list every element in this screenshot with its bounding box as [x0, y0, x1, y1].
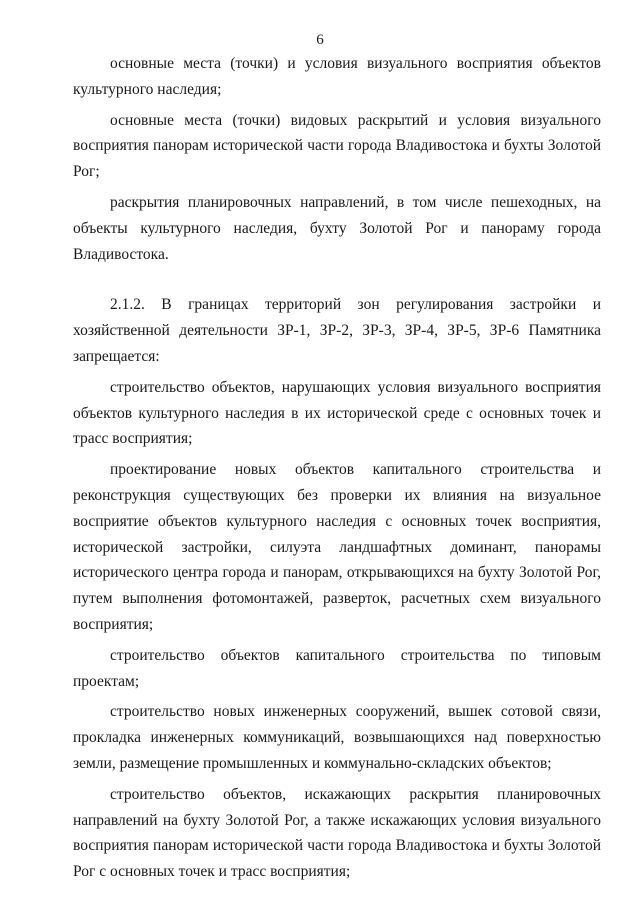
document-body	[73, 51, 601, 885]
paragraph-view-disclosure-points: основные места (точки) видовых раскрытий и условия визуального восприятия панорам исторической части города Владивостока и бухты Золотой Рог;	[73, 111, 601, 181]
paragraph-prohibition-construction: строительство объектов, нарушающих условия визуального восприятия объектов культурного наследия в их исторической среде с основных точек и трасс восприятия;	[73, 378, 601, 448]
paragraph-visual-perception-points: основные места (точки) и условия визуального восприятия объектов культурного наследия;	[73, 55, 601, 98]
paragraph-section-2-1-2: 2.1.2. В границах территорий зон регулирования застройки и хозяйственной деятельности ЗР-1, ЗР-2, ЗР-3, ЗР-4, ЗР-5, ЗР-6 Памятника запрещается:	[73, 296, 601, 365]
paragraph-planning-directions: раскрытия планировочных направлений, в том числе пешеходных, на объекты культурного наследия, бухту Золотой Рог и панораму города Владивостока.	[73, 193, 601, 263]
paragraph-prohibition-distortion: строительство объектов, искажающих раскрытия планировочных направлений на бухту Золотой Рог, а также искажающих условия визуального восприятия панорам исторической части города Владивостока и бухты Золотой Рог с основных точек и трасс восприятия;	[73, 785, 601, 881]
paragraph-prohibition-typical-projects: строительство объектов капитального строительства по типовым проектам;	[73, 646, 601, 690]
page-number: 6	[316, 32, 324, 48]
paragraph-prohibition-design: проектирование новых объектов капитального строительства и реконструкция существующих без проверки их влияния на визуальное восприятие объектов культурного наследия с основных точек восприятия, исторической застройки, силуэта ландшафтных доминант, панорамы исторического центра города и панорам, открывающихся на бухту Золотой Рог, путем выполнения фотомонтажей, разверток, расчетных схем визуального восприятия;	[73, 461, 601, 633]
paragraph-prohibition-engineering: строительство новых инженерных сооружений, вышек сотовой связи, прокладка инженерных коммуникаций, возвышающихся над поверхностью земли, размещение промышленных и коммунально-складских объектов;	[73, 703, 601, 772]
